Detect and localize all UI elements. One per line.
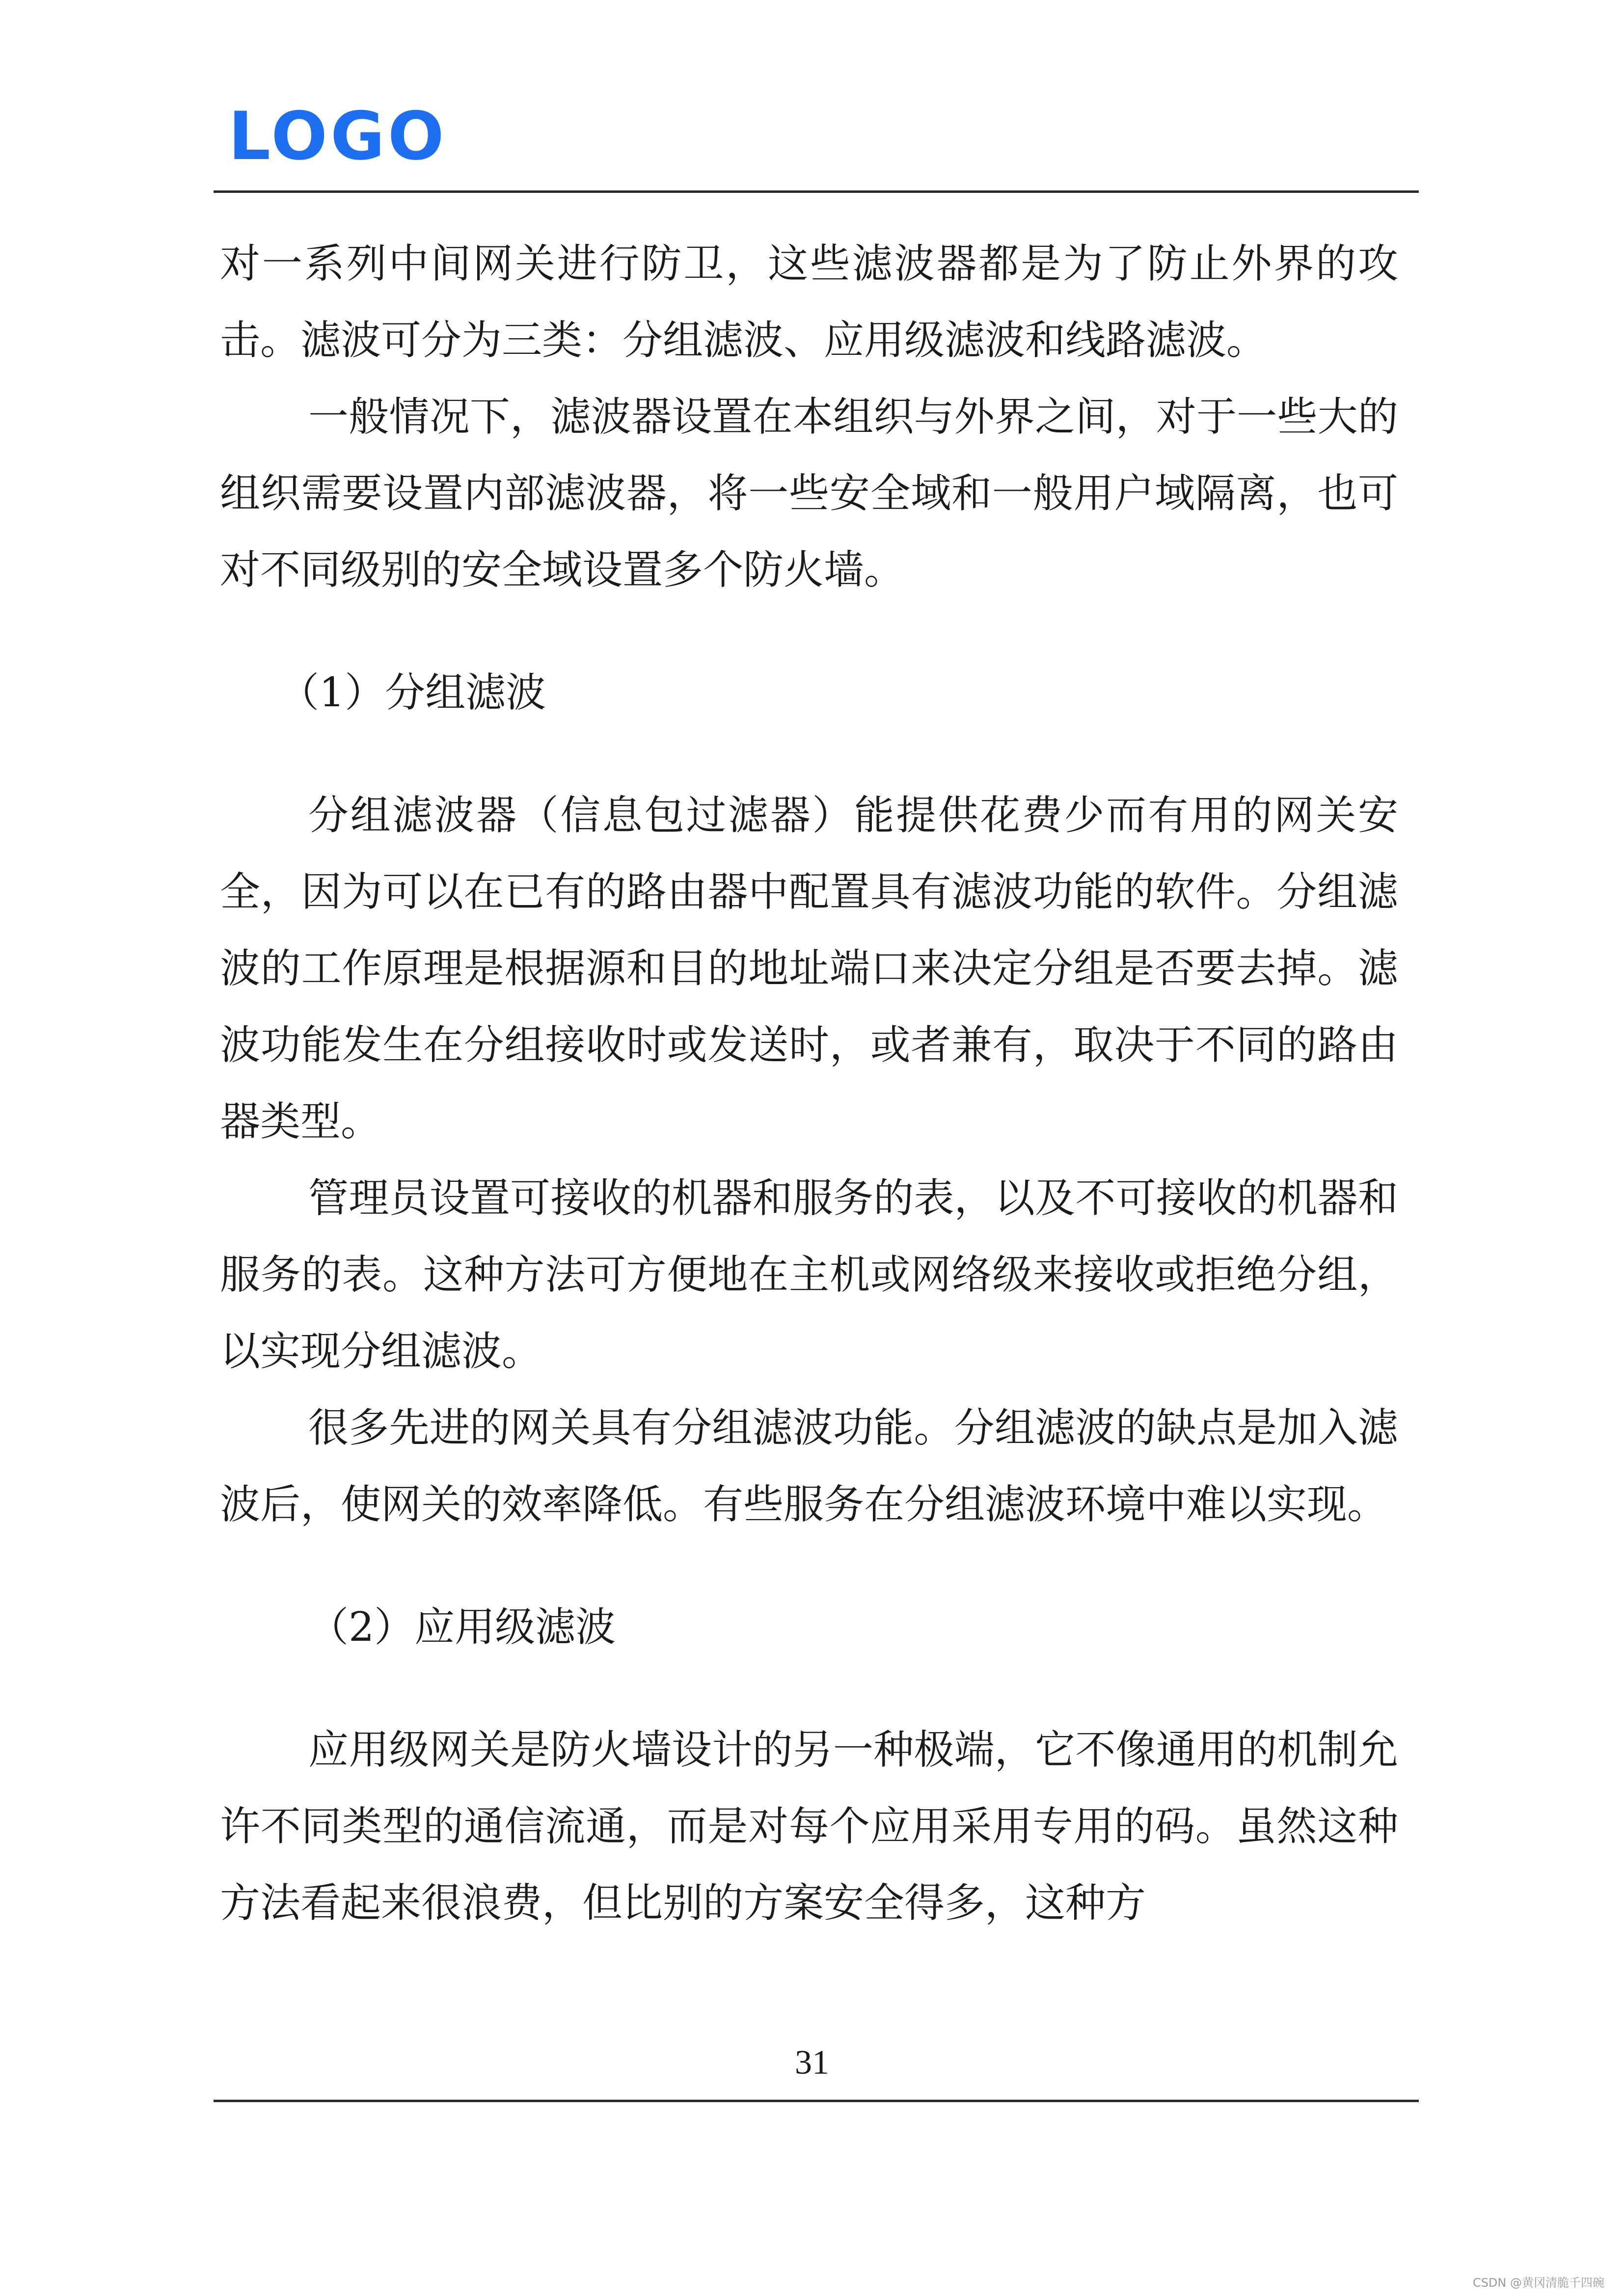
paragraph-6: 应用级网关是防火墙设计的另一种极端，它不像通用的机制允许不同类型的通信流通，而是对每个应用采用专用的码。虽然这种方法看起来很浪费，但比别的方案安全得多，这种方 [220,1727,1398,1926]
paragraph-3: 分组滤波器（信息包过滤器）能提供花费少而有用的网关安全，因为可以在已有的路由器中配置具有滤波功能的软件。分组滤波的工作原理是根据源和目的地址端口来决定分组是否要去掉。滤波功能发生在分组接收时或发送时，或者兼有，取决于不同的路由器类型。 [220,792,1398,1145]
paragraph-2: 一般情况下，滤波器设置在本组织与外界之间，对于一些大的组织需要设置内部滤波器，将一些安全域和一般用户域隔离，也可对不同级别的安全域设置多个防火墙。 [220,394,1398,593]
section-heading-packet-filtering: （1）分组滤波 [279,669,546,716]
page-number: 31 [795,2044,829,2082]
footer-divider [214,2100,1419,2102]
paragraph-5: 很多先进的网关具有分组滤波功能。分组滤波的缺点是加入滤波后，使网关的效率降低。有些服务在分组滤波环境中难以实现。 [220,1405,1398,1528]
watermark: CSDN @黄冈清脆千四碗 [1472,2276,1604,2290]
header-divider [214,190,1419,193]
document-body [220,226,1398,1942]
logo: LOGO [228,98,447,175]
section-heading-application-filtering: （2）应用级滤波 [308,1604,616,1651]
paragraph-1: 对一系列中间网关进行防卫，这些滤波器都是为了防止外界的攻击。滤波可分为三类：分组滤波、应用级滤波和线路滤波。 [220,240,1398,364]
paragraph-4: 管理员设置可接收的机器和服务的表，以及不可接收的机器和服务的表。这种方法可方便地在主机或网络级来接收或拒绝分组，以实现分组滤波。 [220,1175,1398,1375]
